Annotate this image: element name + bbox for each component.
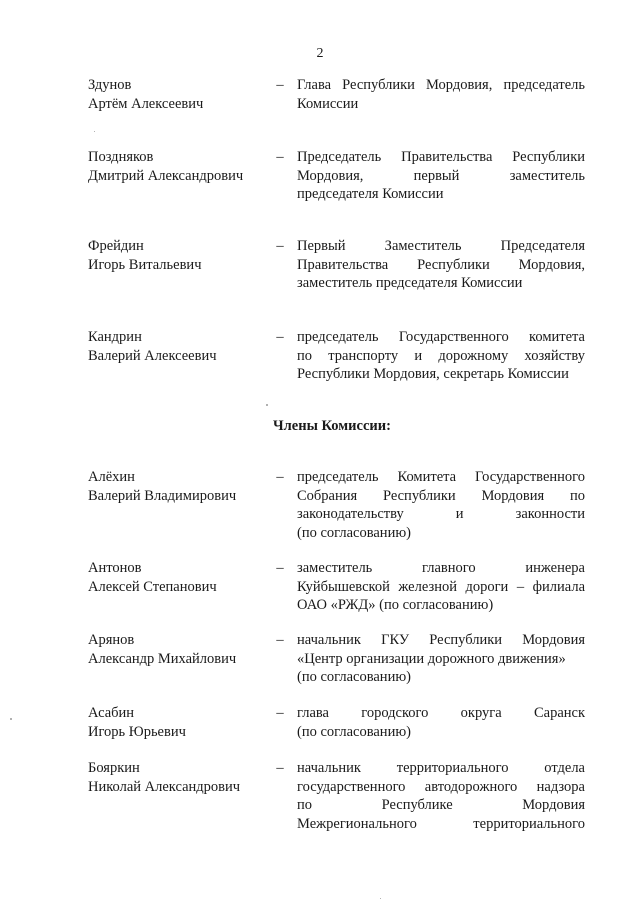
role-line: ОАО «РЖД» (по согласованию) [297,597,494,613]
role-line: Собрания Республики Мордовия по [297,487,585,504]
person-role [297,76,585,113]
role-line: председателя Комиссии [297,186,444,202]
person-name [88,148,268,185]
last-name: Кандрин [88,329,142,345]
role-line: Глава Республики Мордовия, председатель [297,77,585,93]
first-patronymic: Артём Алексеевич [88,95,204,112]
dash: – [276,77,284,93]
person-role [297,328,585,384]
person-name [88,237,268,274]
person-name [88,76,268,113]
role-line: председатель Комитета Государственного [297,469,585,485]
first-patronymic: Игорь Юрьевич [88,723,186,740]
first-patronymic: Игорь Витальевич [88,256,202,273]
person-role [297,559,585,615]
role-line: законодательству и законности [297,506,585,522]
last-name: Поздняков [88,149,154,165]
person-role [297,631,585,687]
dash: – [276,469,284,485]
page-number: 2 [316,46,324,61]
last-name: Бояркин [88,760,140,776]
first-patronymic: Николай Александрович [88,778,241,795]
last-name: Алёхин [88,469,135,485]
last-name: Здунов [88,77,132,93]
scan-speck [94,131,95,132]
role-line: по транспорту и дорожному хозяйству [297,347,585,364]
role-line: начальник ГКУ Республики Мордовия [297,632,585,648]
last-name: Арянов [88,632,135,648]
scan-speck [10,718,12,720]
role-line: по Республике Мордовия [297,797,585,813]
role-line: заместитель председателя Комиссии [297,275,523,291]
person-name [88,631,268,668]
first-patronymic: Дмитрий Александрович [88,167,244,184]
first-patronymic: Валерий Алексеевич [88,347,217,364]
role-line: государственного автодорожного надзора [297,778,585,795]
role-line: (по согласованию) [297,723,411,740]
first-patronymic: Алексей Степанович [88,578,217,595]
role-line: Куйбышевской железной дороги – филиала [297,578,585,595]
role-line: Мордовия, первый заместитель [297,167,585,184]
role-line: Комиссии [297,95,359,112]
dash: – [276,760,284,776]
role-line: «Центр организации дорожного движения» [297,650,566,667]
last-name: Асабин [88,705,135,721]
person-role [297,759,585,833]
scan-speck [266,404,268,406]
last-name: Антонов [88,560,142,576]
dash: – [276,560,284,576]
person-role [297,468,585,542]
role-line: глава городского округа Саранск [297,705,585,721]
role-line: (по согласованию) [297,669,411,685]
person-role [297,237,585,293]
person-name [88,328,268,365]
person-name [88,759,268,796]
person-name [88,468,268,505]
members-heading: Члены Комиссии: [273,418,391,434]
dash: – [276,705,284,721]
person-name [88,559,268,596]
first-patronymic: Александр Михайлович [88,650,237,667]
scan-speck [380,898,381,899]
dash: – [276,632,284,648]
role-line: Председатель Правительства Республики [297,149,585,165]
role-line: Правительства Республики Мордовия, [297,256,585,273]
person-name [88,704,268,741]
last-name: Фрейдин [88,238,144,254]
dash: – [276,329,284,345]
role-line: Межрегионального территориального [297,815,585,832]
first-patronymic: Валерий Владимирович [88,487,237,504]
dash: – [276,149,284,165]
role-line: заместитель главного инженера [297,560,585,576]
dash: – [276,238,284,254]
person-role [297,704,585,741]
role-line: Первый Заместитель Председателя [297,238,585,254]
role-line: Республики Мордовия, секретарь Комиссии [297,366,569,382]
person-role [297,148,585,204]
role-line: начальник территориального отдела [297,760,585,776]
role-line: (по согласованию) [297,524,411,541]
role-line: председатель Государственного комитета [297,329,585,345]
